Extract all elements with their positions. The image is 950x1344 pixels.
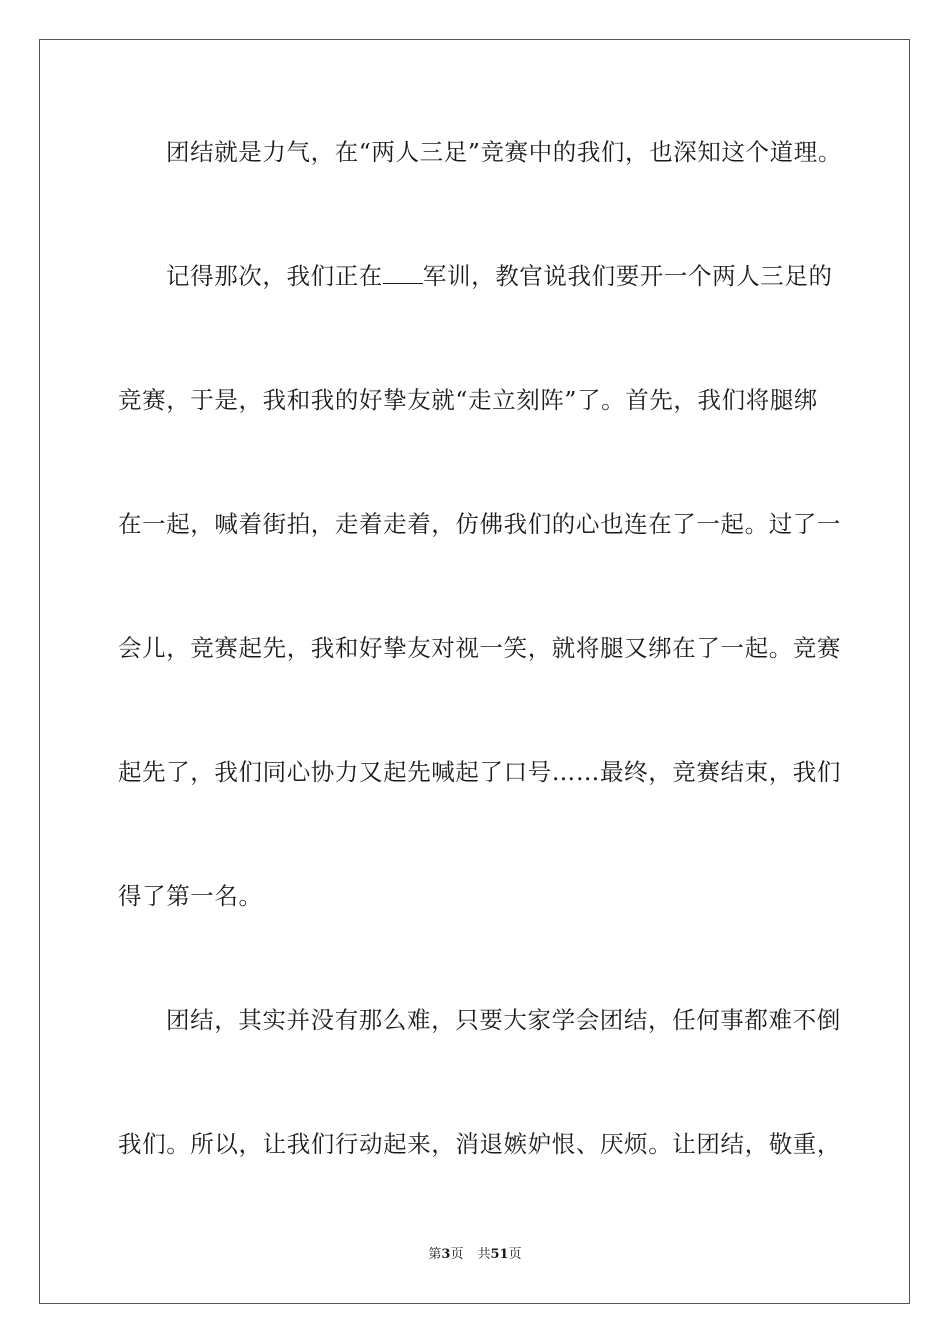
- page-border: [39, 39, 910, 1304]
- paragraph-2-line-1-end: 军训，教官说我们要开一个两人三足的: [422, 262, 833, 290]
- paragraph-2-line-3: 在一起，喊着街拍，走着走着，仿佛我们的心也连在了一起。过了一: [118, 510, 841, 538]
- page-footer: [0, 1246, 950, 1264]
- page-prefix: 第: [428, 1247, 442, 1262]
- page-number: 3: [441, 1247, 451, 1262]
- paragraph-2-line-2: 竞赛，于是，我和我的好挚友就“走立刻阵”了。首先，我们将腿绑: [118, 386, 819, 414]
- total-pages: 51: [490, 1247, 509, 1262]
- page-suffix: 页: [450, 1247, 464, 1262]
- paragraph-2-line-5: 起先了，我们同心协力又起先喊起了口号……最终，竞赛结束，我们: [118, 758, 841, 786]
- paragraph-3-line-1: 团结，其实并没有那么难，只要大家学会团结，任何事都难不倒: [166, 1006, 841, 1034]
- paragraph-3-line-2: 我们。所以，让我们行动起来，消退嫉妒恨、厌烦。让团结，敬重，: [118, 1130, 841, 1158]
- paragraph-2-line-4: 会儿，竞赛起先，我和好挚友对视一笑，就将腿又绑在了一起。竞赛: [118, 634, 841, 662]
- total-suffix: 页: [508, 1247, 522, 1262]
- fill-in-blank: [383, 263, 423, 284]
- paragraph-2-line-1-start: 记得那次，我们正在: [166, 262, 383, 290]
- total-prefix: 共: [477, 1247, 491, 1262]
- paragraph-2-line-6: 得了第一名。: [118, 882, 263, 910]
- paragraph-2-line-1: [166, 260, 906, 292]
- paragraph-1-line-1: 团结就是力气，在“两人三足”竞赛中的我们，也深知这个道理。: [166, 138, 842, 166]
